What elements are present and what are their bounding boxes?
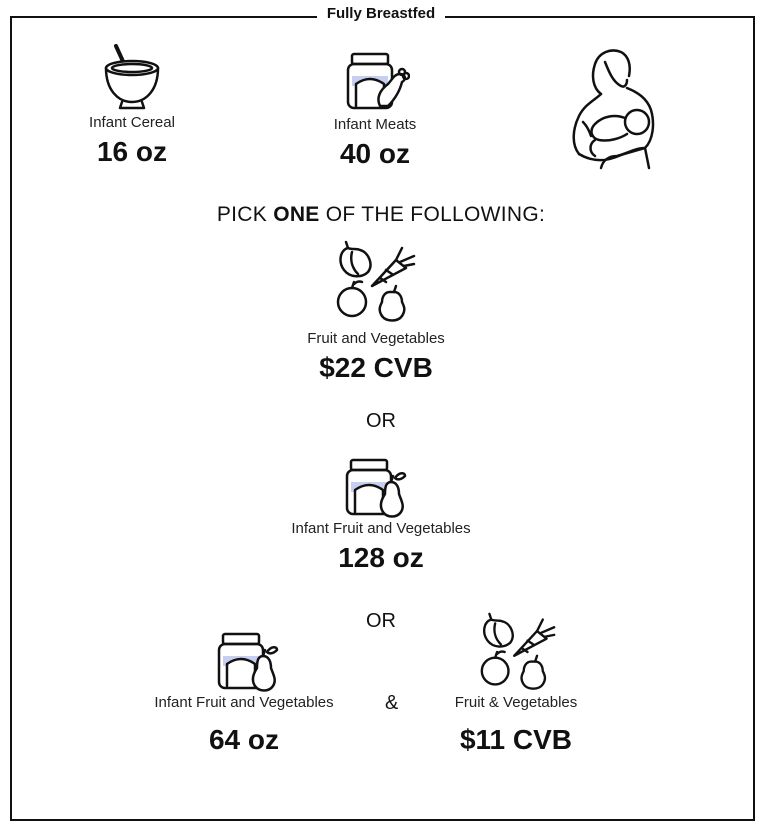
pick-prefix: PICK: [216, 203, 274, 226]
option3b-amount: $11 CVB: [459, 724, 573, 755]
option2-amount: 128 oz: [338, 542, 424, 573]
baby-food-jar-pear-icon: [343, 456, 407, 518]
page-title: Fully Breastfed: [317, 5, 445, 22]
or-divider-1: OR: [366, 410, 396, 432]
pick-heading: [0, 203, 762, 227]
option1-amount: $22 CVB: [319, 352, 433, 383]
breastfeeding-mother-icon: [565, 44, 665, 172]
baby-food-jar-meat-icon: [342, 50, 410, 112]
or-divider-2: OR: [366, 610, 396, 632]
option1-label: Fruit and Vegetables: [307, 330, 445, 347]
meats-label: Infant Meats: [333, 116, 417, 133]
baby-food-jar-pear-icon: [215, 630, 279, 692]
cereal-label: Infant Cereal: [89, 114, 175, 131]
pick-suffix: OF THE FOLLOWING:: [319, 203, 546, 226]
ampersand: &: [385, 692, 399, 714]
pick-emphasis: ONE: [273, 203, 320, 226]
meats-amount: 40 oz: [339, 138, 411, 169]
cereal-amount: 16 oz: [96, 136, 168, 167]
option3b-label: Fruit & Vegetables: [454, 694, 578, 711]
option3a-amount: 64 oz: [208, 724, 280, 755]
option3a-label: Infant Fruit and Vegetables: [154, 694, 334, 711]
option2-label: Infant Fruit and Vegetables: [291, 520, 471, 537]
fruit-vegetables-icon: [334, 240, 418, 324]
fruit-vegetables-icon: [478, 612, 558, 692]
cereal-bowl-icon: [100, 40, 164, 112]
